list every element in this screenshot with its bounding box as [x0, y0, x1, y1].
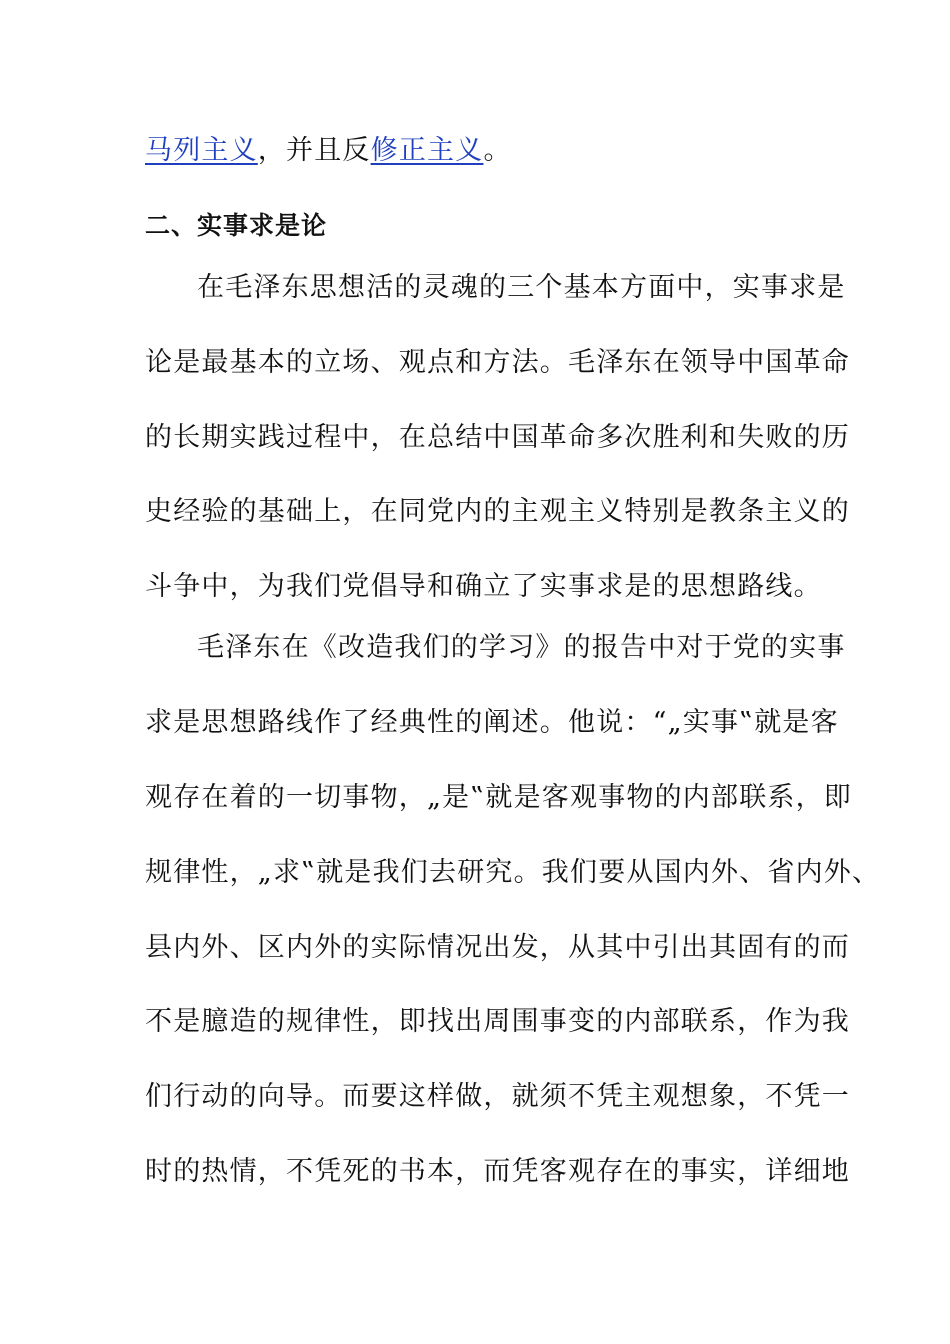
revisionism-link[interactable]: 修正主义: [370, 135, 484, 166]
paragraph2-line: 不是臆造的规律性，即找出周围事变的内部联系，作为我: [145, 1006, 850, 1037]
paragraph1-line: 史经验的基础上，在同党内的主观主义特别是教条主义的: [145, 496, 850, 527]
section-heading: 二、实事求是论: [145, 211, 328, 240]
paragraph2-line: 时的热情，不凭死的书本，而凭客观存在的事实，详细地: [145, 1156, 850, 1187]
paragraph1-line: 的长期实践过程中，在总结中国革命多次胜利和失败的历: [145, 422, 850, 453]
paragraph1-line: 论是最基本的立场、观点和方法。毛泽东在领导中国革命: [145, 347, 850, 378]
marxism-leninism-link[interactable]: 马列主义: [145, 135, 258, 166]
paragraph2-line: 观存在着的一切事物，„是‟就是客观事物的内部联系，即: [145, 782, 852, 813]
line-text: ，并且反: [257, 135, 371, 166]
continuation-line: [145, 133, 825, 169]
paragraph1-line: 在毛泽东思想活的灵魂的三个基本方面中，实事求是: [197, 272, 846, 303]
paragraph2-line: 求是思想路线作了经典性的阐述。他说：“„实事‟就是客: [145, 707, 839, 738]
paragraph2-line: 规律性，„求‟就是我们去研究。我们要从国内外、省内外、: [145, 857, 881, 888]
paragraph1-line: 斗争中，为我们党倡导和确立了实事求是的思想路线。: [145, 571, 822, 602]
line-end: 。: [483, 135, 512, 166]
paragraph2-line: 县内外、区内外的实际情况出发，从其中引出其固有的而: [145, 932, 850, 963]
paragraph2-line: 毛泽东在《改造我们的学习》的报告中对于党的实事: [197, 632, 846, 663]
paragraph2-line: 们行动的向导。而要这样做，就须不凭主观想象，不凭一: [145, 1081, 850, 1112]
